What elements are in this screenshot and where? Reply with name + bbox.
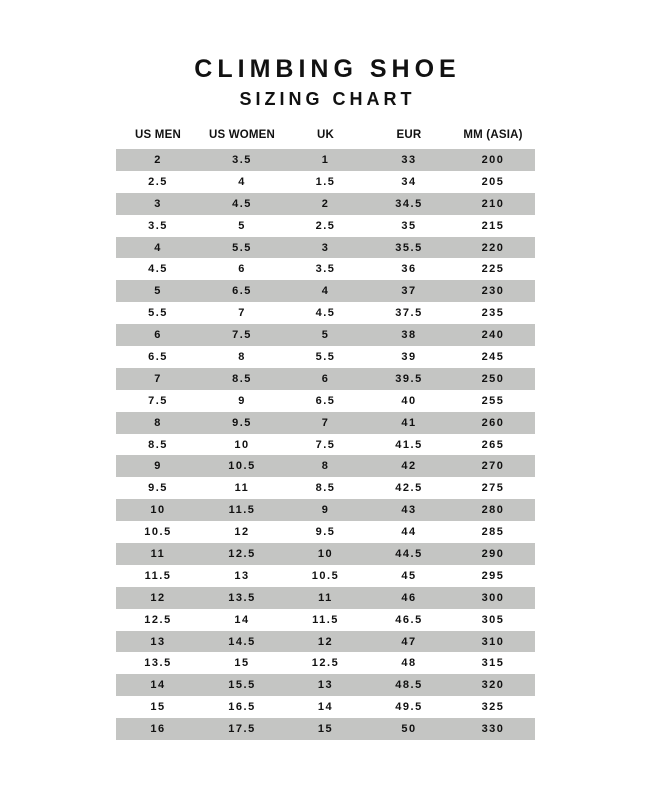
table-row (116, 237, 535, 259)
cell-mm-asia: 255 (481, 394, 505, 407)
cell-eur: 35.5 (395, 241, 423, 254)
cell-mm-asia: 260 (481, 416, 505, 429)
cell-uk: 5 (321, 329, 330, 342)
cell-uk: 2 (321, 197, 330, 210)
table-body (116, 149, 535, 740)
cell-uk: 1.5 (315, 175, 336, 188)
chart-subtitle: SIZING CHART (239, 89, 416, 109)
cell-us-men: 15 (150, 701, 166, 714)
table-header (116, 124, 535, 146)
cell-mm-asia: 235 (481, 307, 505, 320)
cell-uk: 10.5 (311, 569, 340, 582)
cell-uk: 5.5 (315, 350, 336, 363)
cell-mm-asia: 200 (481, 153, 505, 166)
cell-eur: 41.5 (395, 438, 423, 451)
cell-us-women: 15 (234, 657, 250, 670)
cell-eur: 37 (401, 285, 417, 298)
cell-us-women: 17.5 (228, 723, 256, 736)
chart-title: CLIMBING SHOE (194, 55, 461, 83)
cell-mm-asia: 310 (481, 635, 505, 648)
cell-us-men: 6 (154, 329, 162, 342)
column-header-us-women: US WOMEN (208, 129, 276, 141)
cell-uk: 9 (321, 504, 330, 517)
table-row (116, 718, 535, 740)
table-row (116, 565, 535, 587)
cell-mm-asia: 245 (481, 350, 505, 363)
table-row (116, 302, 535, 324)
cell-us-women: 10 (234, 438, 250, 451)
cell-uk: 13 (317, 679, 334, 692)
cell-us-women: 3.5 (232, 153, 252, 166)
cell-eur: 36 (401, 263, 417, 276)
cell-us-men: 10.5 (144, 526, 172, 539)
column-header-eur: EUR (396, 129, 422, 141)
table-row (116, 215, 535, 237)
cell-us-men: 9.5 (148, 482, 168, 495)
table-row (116, 631, 535, 653)
cell-uk: 4.5 (315, 307, 336, 320)
cell-mm-asia: 295 (481, 569, 505, 582)
cell-uk: 7 (321, 416, 330, 429)
cell-us-men: 12.5 (144, 613, 172, 626)
cell-mm-asia: 285 (481, 526, 505, 539)
table-row (116, 521, 535, 543)
cell-eur: 44.5 (395, 547, 423, 560)
cell-us-men: 16 (150, 723, 166, 736)
cell-us-women: 4 (238, 175, 246, 188)
cell-mm-asia: 225 (481, 263, 505, 276)
table-row (116, 280, 535, 302)
table-row (116, 324, 535, 346)
cell-us-men: 8.5 (148, 438, 168, 451)
cell-uk: 14 (317, 701, 334, 714)
cell-us-men: 13 (150, 635, 166, 648)
cell-uk: 8 (321, 460, 330, 473)
cell-us-women: 13.5 (228, 591, 256, 604)
cell-mm-asia: 315 (481, 657, 505, 670)
cell-eur: 39.5 (395, 372, 423, 385)
cell-us-men: 8 (154, 416, 162, 429)
cell-uk: 6 (321, 372, 330, 385)
cell-uk: 12.5 (311, 657, 340, 670)
cell-us-women: 12.5 (228, 547, 256, 560)
cell-uk: 15 (317, 723, 334, 736)
cell-uk: 1 (321, 153, 330, 166)
cell-mm-asia: 240 (481, 329, 505, 342)
cell-uk: 3.5 (315, 263, 336, 276)
table-row (116, 477, 535, 499)
sizing-table (116, 124, 535, 740)
cell-us-women: 10.5 (228, 460, 256, 473)
cell-uk: 4 (321, 285, 330, 298)
cell-eur: 33 (401, 153, 417, 166)
cell-us-men: 14 (150, 679, 166, 692)
cell-eur: 42.5 (395, 482, 423, 495)
cell-mm-asia: 325 (481, 701, 505, 714)
cell-us-women: 14 (234, 613, 250, 626)
cell-us-women: 7.5 (232, 329, 252, 342)
cell-eur: 45 (401, 569, 417, 582)
cell-us-men: 11.5 (144, 569, 172, 582)
cell-us-men: 4.5 (148, 263, 168, 276)
cell-eur: 46 (401, 591, 417, 604)
table-row (116, 149, 535, 171)
cell-mm-asia: 275 (481, 482, 505, 495)
cell-us-women: 9 (238, 394, 246, 407)
cell-us-men: 3 (154, 197, 162, 210)
cell-eur: 48.5 (395, 679, 423, 692)
table-row (116, 674, 535, 696)
cell-us-women: 8 (238, 350, 246, 363)
cell-mm-asia: 250 (481, 372, 505, 385)
cell-us-men: 3.5 (148, 219, 168, 232)
table-row (116, 193, 535, 215)
table-row (116, 258, 535, 280)
cell-eur: 39 (401, 350, 417, 363)
cell-uk: 9.5 (315, 526, 336, 539)
cell-mm-asia: 280 (481, 504, 505, 517)
cell-us-women: 5 (238, 219, 246, 232)
table-row (116, 346, 535, 368)
cell-us-women: 14.5 (228, 635, 256, 648)
cell-us-women: 6.5 (232, 285, 252, 298)
cell-mm-asia: 320 (481, 679, 505, 692)
cell-us-men: 9 (154, 460, 162, 473)
cell-eur: 47 (401, 635, 417, 648)
cell-eur: 42 (401, 460, 417, 473)
column-header-mm-asia: MM (ASIA) (463, 129, 523, 141)
cell-mm-asia: 290 (481, 547, 505, 560)
cell-uk: 2.5 (315, 219, 336, 232)
cell-us-women: 8.5 (232, 372, 252, 385)
cell-mm-asia: 300 (481, 591, 505, 604)
cell-mm-asia: 270 (481, 460, 505, 473)
cell-eur: 48 (401, 657, 417, 670)
cell-eur: 50 (401, 723, 417, 736)
cell-uk: 8.5 (315, 482, 336, 495)
cell-us-men: 7 (154, 372, 162, 385)
cell-us-men: 7.5 (148, 394, 168, 407)
cell-us-men: 4 (154, 241, 162, 254)
table-row (116, 390, 535, 412)
cell-eur: 38 (401, 329, 417, 342)
cell-eur: 35 (401, 219, 417, 232)
cell-uk: 10 (317, 547, 334, 560)
cell-mm-asia: 205 (481, 175, 505, 188)
table-row (116, 609, 535, 631)
table-row (116, 499, 535, 521)
cell-eur: 37.5 (395, 307, 423, 320)
table-row (116, 455, 535, 477)
table-row (116, 543, 535, 565)
table-row (116, 434, 535, 456)
cell-mm-asia: 265 (481, 438, 505, 451)
cell-us-women: 4.5 (232, 197, 252, 210)
column-header-uk: UK (316, 129, 334, 141)
cell-us-women: 13 (234, 569, 250, 582)
cell-uk: 11.5 (312, 613, 339, 626)
cell-eur: 49.5 (395, 701, 423, 714)
cell-eur: 44 (401, 526, 417, 539)
cell-us-women: 9.5 (232, 416, 252, 429)
cell-mm-asia: 215 (481, 219, 505, 232)
cell-mm-asia: 220 (481, 241, 505, 254)
cell-eur: 43 (401, 504, 417, 517)
cell-us-women: 11 (234, 482, 250, 495)
cell-us-men: 5 (154, 285, 162, 298)
cell-us-men: 13.5 (144, 657, 172, 670)
cell-uk: 12 (317, 635, 334, 648)
table-row (116, 368, 535, 390)
cell-us-men: 6.5 (148, 350, 168, 363)
cell-uk: 7.5 (315, 438, 336, 451)
cell-us-men: 5.5 (148, 307, 168, 320)
cell-us-men: 10 (150, 504, 166, 517)
cell-us-women: 7 (238, 307, 246, 320)
cell-us-women: 12 (234, 526, 250, 539)
cell-us-women: 5.5 (232, 241, 252, 254)
table-row (116, 412, 535, 434)
table-row (116, 652, 535, 674)
table-row (116, 171, 535, 193)
cell-uk: 6.5 (315, 394, 336, 407)
cell-mm-asia: 330 (481, 723, 505, 736)
cell-us-men: 2.5 (148, 175, 168, 188)
column-header-us-men: US MEN (135, 129, 181, 141)
table-row (116, 696, 535, 718)
cell-us-women: 16.5 (228, 701, 256, 714)
cell-us-men: 2 (154, 153, 162, 166)
cell-mm-asia: 210 (481, 197, 505, 210)
cell-us-men: 12 (150, 591, 166, 604)
cell-eur: 40 (401, 394, 417, 407)
table-row (116, 587, 535, 609)
cell-mm-asia: 305 (481, 613, 505, 626)
cell-uk: 11 (318, 591, 333, 604)
cell-eur: 34.5 (395, 197, 423, 210)
cell-us-women: 6 (238, 263, 246, 276)
cell-eur: 41 (401, 416, 417, 429)
cell-us-women: 11.5 (228, 504, 256, 517)
cell-mm-asia: 230 (481, 285, 505, 298)
cell-us-men: 11 (150, 547, 166, 560)
cell-eur: 46.5 (395, 613, 423, 626)
cell-us-women: 15.5 (228, 679, 256, 692)
cell-eur: 34 (401, 175, 417, 188)
cell-uk: 3 (321, 241, 330, 254)
